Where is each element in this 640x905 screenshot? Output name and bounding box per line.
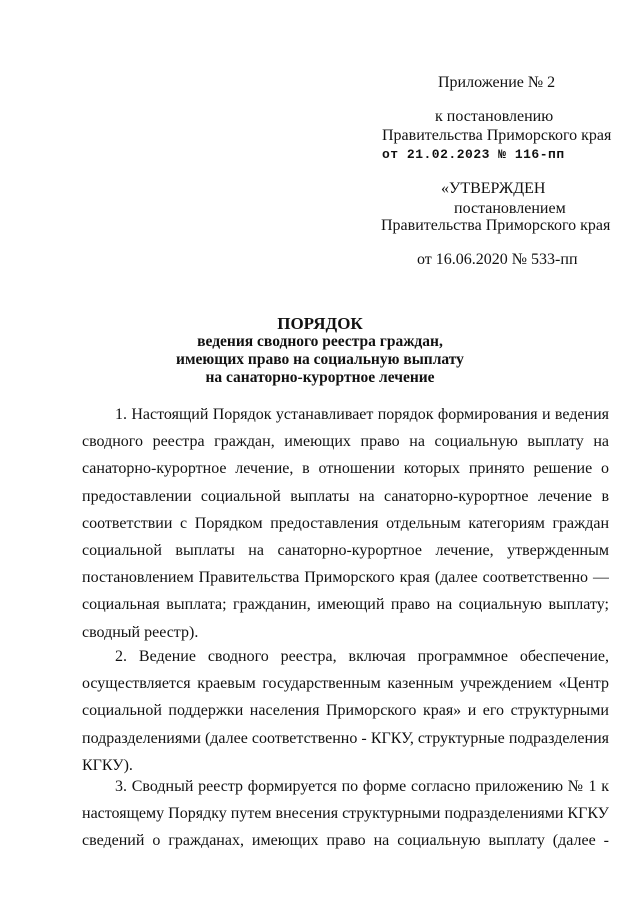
- title-line-3: на санаторно-курортное лечение: [205, 369, 435, 386]
- resolution-date-stamp: от 21.02.2023 № 116-пп: [382, 147, 565, 162]
- paragraph-line: санаторно-курортное лечение, в отношении которых принято решение о: [82, 460, 609, 478]
- paragraph-line: соответствии с Порядком предоставления отдельным категориям граждан: [82, 514, 609, 532]
- paragraph-line: сведений о гражданах, имеющих право на социальную выплату (далее -: [82, 832, 609, 850]
- paragraph-line: КГКУ).: [82, 756, 133, 774]
- appendix-number: Приложение № 2: [438, 74, 556, 91]
- document-title: ПОРЯДОК: [277, 314, 363, 333]
- paragraph-1: [82, 401, 609, 646]
- paragraph-line: настоящему Порядку путем внесения структурными подразделениями КГКУ: [82, 805, 609, 823]
- paragraph-3: [82, 773, 609, 855]
- paragraph-line: осуществляется краевым государственным казенным учреждением «Центр: [82, 675, 609, 693]
- paragraph-line: социальная выплата; гражданин, имеющий право на социальную выплату;: [82, 596, 609, 614]
- government-name: Правительства Приморского края: [382, 127, 612, 144]
- paragraph-line: социальной поддержки населения Приморского края» и его структурными: [82, 702, 609, 720]
- title-line-2: имеющих право на социальную выплату: [176, 351, 464, 368]
- to-resolution: к постановлению: [435, 108, 554, 125]
- title-line-1: ведения сводного реестра граждан,: [197, 333, 443, 350]
- paragraph-line: предоставлении социальной выплаты на санаторно-курортное лечение в: [82, 487, 609, 505]
- approved-government: Правительства Приморского края: [381, 217, 611, 234]
- paragraph-line: сводного реестра граждан, имеющих право на социальную выплату на: [82, 433, 609, 451]
- approved-by: постановлением: [454, 200, 566, 217]
- paragraph-line: подразделениями (далее соответственно - КГКУ, структурные подразделения: [82, 729, 609, 747]
- paragraph-line: постановлением Правительства Приморского края (далее соответственно —: [82, 569, 609, 587]
- paragraph-line: 1. Настоящий Порядок устанавливает порядок формирования и ведения: [115, 406, 609, 423]
- paragraph-line: сводный реестр).: [82, 623, 199, 641]
- approved-label: «УТВЕРЖДЕН: [441, 180, 546, 197]
- paragraph-line: 2. Ведение сводного реестра, включая программное обеспечение,: [115, 648, 609, 665]
- paragraph-2: [82, 643, 609, 779]
- paragraph-line: социальной выплаты на санаторно-курортное лечение, утвержденным: [82, 541, 609, 559]
- paragraph-line: 3. Сводный реестр формируется по форме согласно приложению № 1 к: [115, 778, 609, 795]
- approved-date: от 16.06.2020 № 533-пп: [417, 251, 578, 268]
